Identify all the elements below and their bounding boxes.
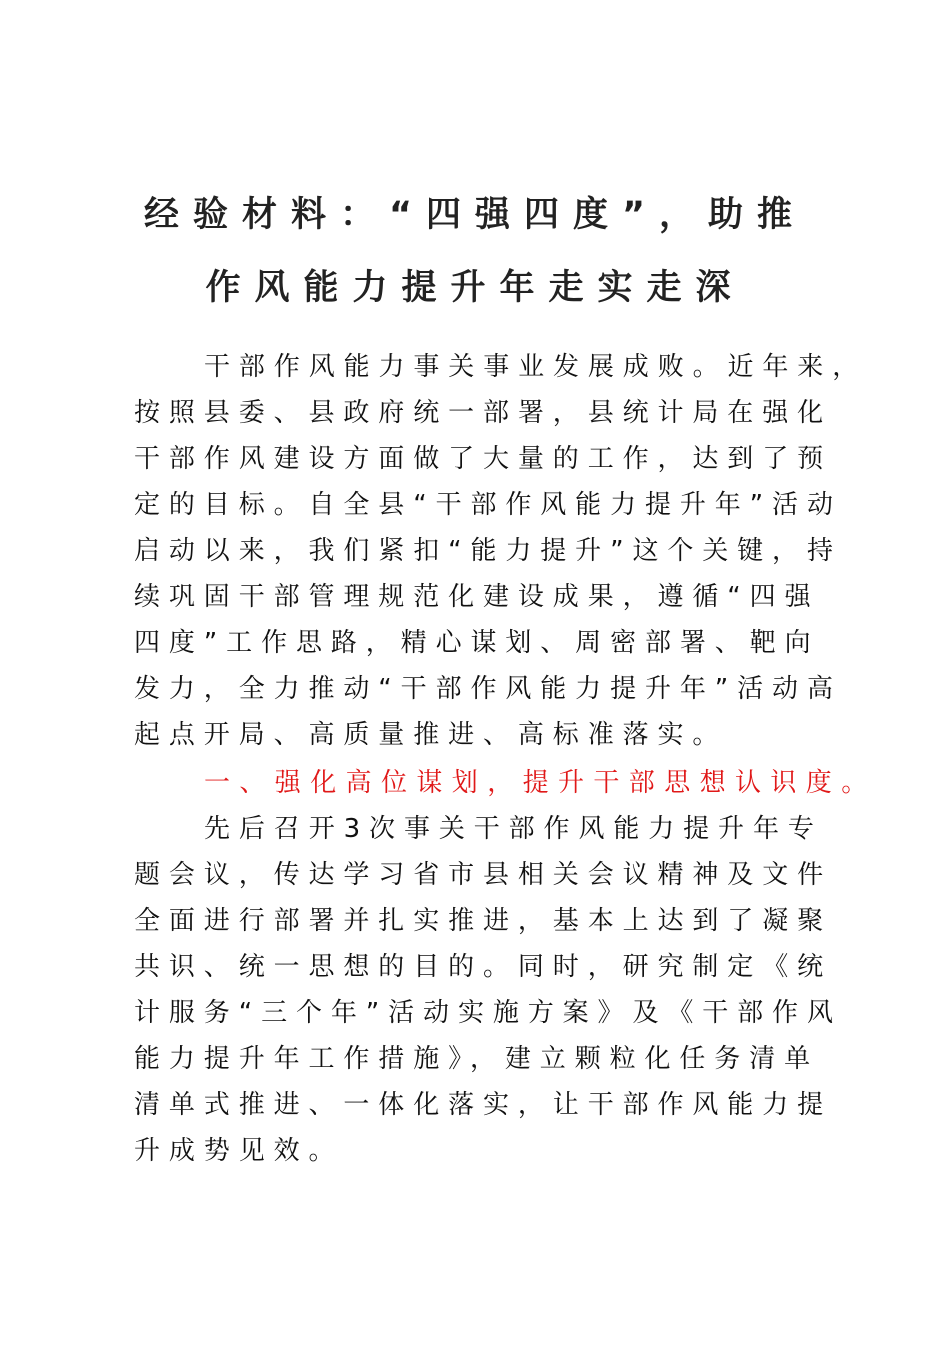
paragraph2-line: 能力提升年工作措施》，建立颗粒化任务清单 [134,1044,820,1074]
paragraph1-line: 起点开局、高质量推进、高标准落实。 [134,720,728,750]
paragraph2-line: 全面进行部署并扎实推进，基本上达到了凝聚 [134,906,833,936]
paragraph1-line: 干部作风建设方面做了大量的工作，达到了预 [134,444,833,474]
paragraph1-line: 定的目标。自全县“干部作风能力提升年”活动 [134,490,842,520]
paragraph1-line: 续巩固干部管理规范化建设成果，遵循“四强 [134,582,820,612]
paragraph2-line: 题会议，传达学习省市县相关会议精神及文件 [134,860,833,890]
paragraph1-line: 发力，全力推动“干部作风能力提升年”活动高 [134,674,842,704]
paragraph2-line: 计服务“三个年”活动实施方案》及《干部作风 [134,998,842,1028]
document-title-line-1: 经验材料：“四强四度”，助推 [143,195,806,235]
paragraph1-line: 按照县委、县政府统一部署，县统计局在强化 [134,398,833,428]
paragraph1-line: 干部作风能力事关事业发展成败。近年来， [204,352,868,382]
paragraph2-line: 升成势见效。 [134,1136,344,1166]
document-title-line-2: 作风能力提升年走实走深 [205,268,745,308]
paragraph1-line: 启动以来，我们紧扣“能力提升”这个关键，持 [134,536,842,566]
paragraph2-line: 先后召开3次事关干部作风能力提升年专 [204,814,823,844]
paragraph2-line: 共识、统一思想的目的。同时，研究制定《统 [134,952,833,982]
paragraph2-line: 清单式推进、一体化落实，让干部作风能力提 [134,1090,833,1120]
section-heading: 一、强化高位谋划，提升干部思想认识度。 [204,768,877,798]
paragraph1-line: 四度”工作思路，精心谋划、周密部署、靶向 [134,628,820,658]
